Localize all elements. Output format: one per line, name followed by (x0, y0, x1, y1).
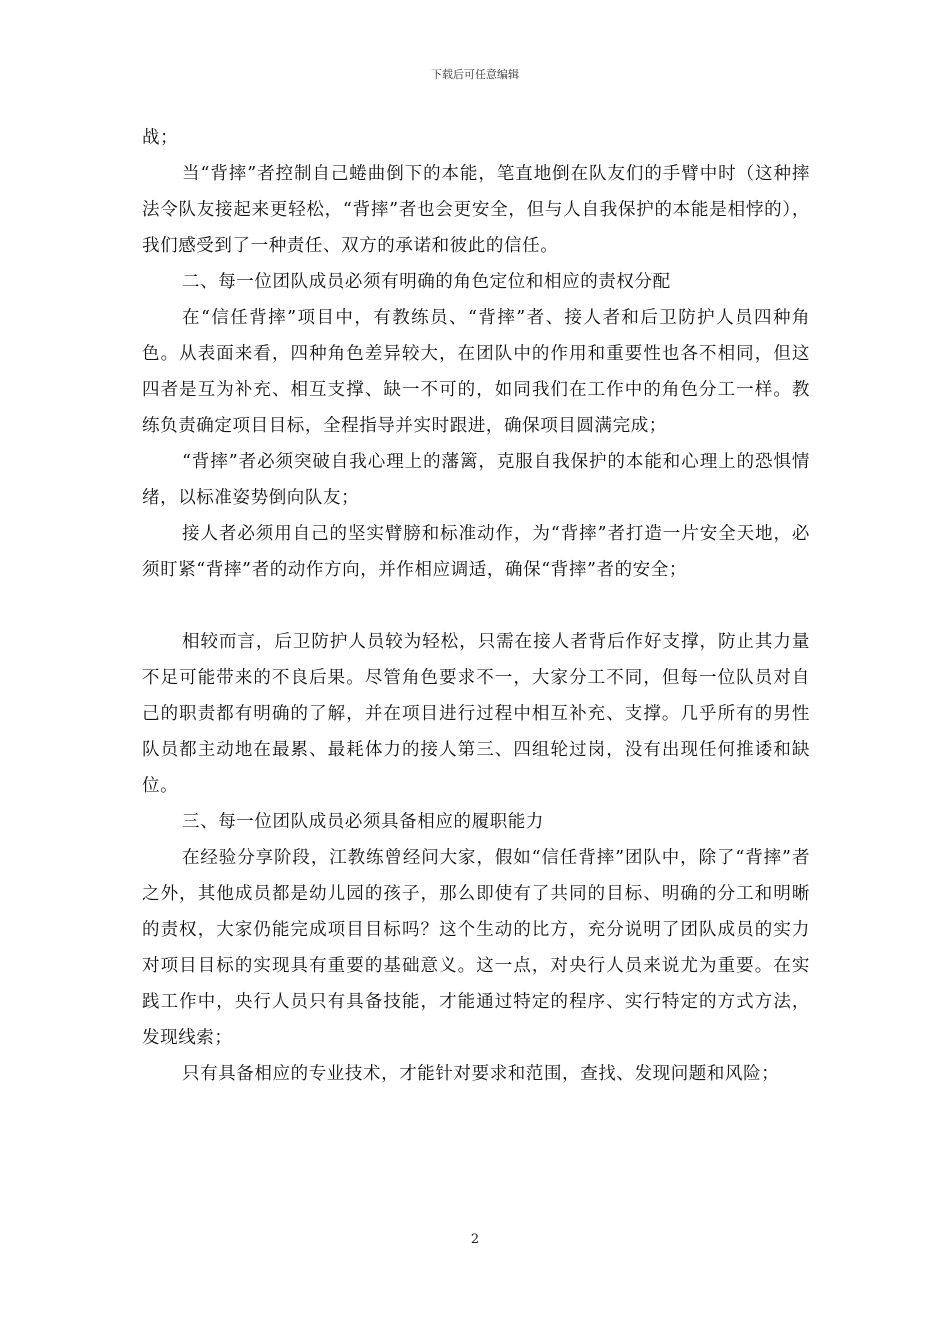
paragraph: 在经验分享阶段，江教练曾经问大家，假如“信任背摔”团队中，除了“背摔”者之外，其他成员都是幼儿园的孩子，那么即使有了共同的目标、明确的分工和明晰的责权，大家仍能完成项目目标吗？这个生动的比方，充分说明了团队成员的实力对项目目标的实现具有重要的基础意义。这一点，对央行人员来说尤为重要。在实践工作中，央行人员只有具备技能，才能通过特定的程序、实行特定的方式方法，发现线索； (142, 848, 810, 1048)
paragraph: 接人者必须用自己的坚实臂膀和标准动作，为“背摔”者打造一片安全天地，必须盯紧“背摔”者的动作方向，并作相应调适，确保“背摔”者的安全； (142, 524, 810, 580)
document-body (142, 120, 810, 1092)
blank-line (142, 588, 810, 624)
page-number: 2 (470, 1232, 480, 1247)
section-heading-two: 二、每一位团队成员必须有明确的角色定位和相应的责权分配 (182, 272, 671, 292)
paragraph: “背摔”者必须突破自我心理上的藩篱，克服自我保护的本能和心理上的恐惧情绪，以标准姿势倒向队友； (142, 452, 810, 508)
paragraph-continuation: 战； (142, 128, 179, 148)
paragraph: 相较而言，后卫防护人员较为轻松，只需在接人者背后作好支撑，防止其力量不足可能带来的不良后果。尽管角色要求不一，大家分工不同，但每一位队员对自己的职责都有明确的了解，并在项目进行过程中相互补充、支撑。几乎所有的男性队员都主动地在最累、最耗体力的接人第三、四组轮过岗，没有出现任何推诿和缺位。 (142, 632, 810, 796)
page-header: 下载后可任意编辑 (431, 68, 519, 81)
section-heading-three: 三、每一位团队成员必须具备相应的履职能力 (182, 812, 544, 832)
paragraph: 只有具备相应的专业技术，才能针对要求和范围，查找、发现问题和风险； (182, 1064, 780, 1084)
paragraph: 当“背摔”者控制自己蜷曲倒下的本能，笔直地倒在队友们的手臂中时（这种摔法令队友接起来更轻松，“背摔”者也会更安全，但与人自我保护的本能是相悖的），我们感受到了一种责任、双方的承诺和彼此的信任。 (142, 164, 810, 256)
paragraph: 在“信任背摔”项目中，有教练员、“背摔”者、接人者和后卫防护人员四种角色。从表面来看，四种角色差异较大，在团队中的作用和重要性也各不相同，但这四者是互为补充、相互支撑、缺一不可的，如同我们在工作中的角色分工一样。教练负责确定项目目标，全程指导并实时跟进，确保项目圆满完成； (142, 308, 810, 436)
